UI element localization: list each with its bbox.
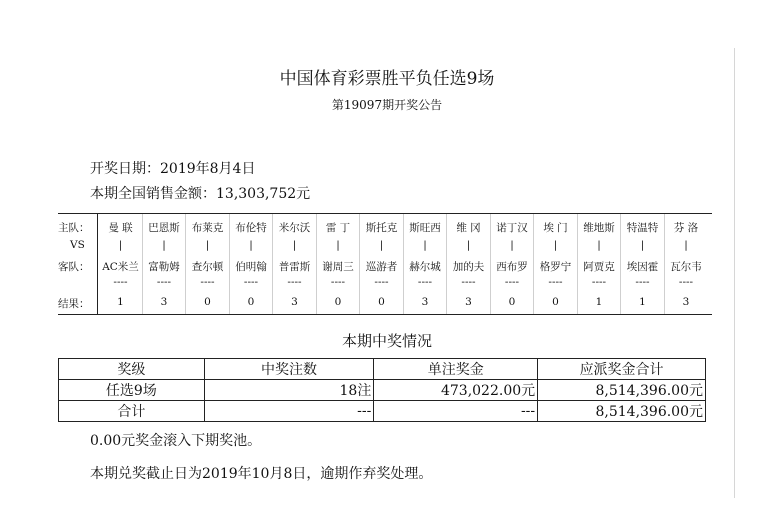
match-away-team: 富勒姆: [148, 261, 180, 273]
match-column: [404, 214, 447, 314]
match-dash: ----: [287, 276, 302, 288]
match-home-team: 斯托克: [365, 222, 398, 234]
match-home-team: 雷 丁: [325, 222, 351, 234]
rollover-note: 0.00元奖金滚入下期奖池。: [90, 433, 262, 449]
column-separator: [403, 214, 404, 314]
match-result: 3: [291, 296, 298, 308]
column-separator: [272, 214, 273, 314]
match-column: [665, 214, 708, 314]
match-dash: ----: [417, 276, 433, 288]
match-home-team: 维 冈: [456, 222, 481, 234]
match-away-team: 瓦尔韦: [670, 261, 702, 273]
match-result: 0: [552, 296, 559, 308]
match-away-team: AC米兰: [102, 261, 139, 273]
match-table: [58, 213, 712, 315]
match-away-team: 伯明翰: [235, 261, 267, 273]
match-column: [186, 214, 229, 314]
match-home-team: 特温特: [626, 222, 659, 234]
match-home-team: 布莱克: [191, 222, 224, 234]
match-result: 3: [160, 296, 168, 308]
match-away-team: 加的夫: [452, 261, 485, 273]
row-level: 任选9场: [59, 380, 205, 401]
match-result: 3: [421, 296, 429, 308]
match-result: 1: [639, 296, 646, 308]
match-column: [317, 214, 360, 314]
match-vs-mark: |: [684, 239, 688, 251]
column-separator: [664, 214, 665, 314]
match-result: 1: [595, 296, 603, 308]
match-column: [99, 214, 142, 314]
match-dash: ----: [243, 276, 259, 288]
match-dash: ----: [156, 276, 172, 288]
match-result: 1: [117, 296, 124, 308]
away-label: 客队：: [58, 261, 90, 273]
match-away-team: 阿贾克: [583, 261, 615, 273]
match-dash: ----: [635, 276, 650, 288]
match-away-team: 普雷斯: [278, 261, 311, 273]
row-total-prize: 8,514,396.00元: [538, 401, 706, 422]
match-vs-mark: |: [597, 239, 601, 251]
column-separator: [446, 214, 447, 314]
match-vs-mark: |: [510, 239, 514, 251]
vs-label: VS: [70, 239, 85, 251]
header-total-prize: 应派奖金合计: [538, 359, 706, 380]
match-away-team: 巡游者: [365, 261, 398, 273]
match-home-team: 维地斯: [583, 222, 615, 234]
prize-header-row: [59, 359, 706, 380]
table-row: [59, 401, 706, 422]
row-unit-prize: 473,022.00元: [374, 380, 538, 401]
match-column: [491, 214, 534, 314]
match-home-team: 米尔沃: [278, 222, 311, 234]
match-vs-mark: |: [466, 239, 471, 251]
row-winners: ---: [204, 401, 374, 422]
table-row: [59, 380, 706, 401]
header-level: 奖级: [59, 359, 205, 380]
deadline-note: 本期兑奖截止日为2019年10月8日，逾期作弃奖处理。: [90, 466, 433, 482]
match-dash: ----: [330, 276, 346, 288]
match-column: [230, 214, 273, 314]
match-away-team: 格罗宁: [539, 261, 572, 273]
column-separator: [490, 214, 491, 314]
match-dash: ----: [374, 276, 389, 288]
match-column: [534, 214, 577, 314]
row-total-prize: 8,514,396.00元: [538, 380, 706, 401]
header-unit-prize: 单注奖金: [374, 359, 538, 380]
row-winners: 18注: [204, 380, 374, 401]
match-home-team: 埃 门: [543, 222, 568, 234]
row-unit-prize: ---: [374, 401, 538, 422]
match-result: 0: [247, 296, 255, 308]
match-dash: ----: [678, 276, 694, 288]
match-vs-mark: |: [379, 239, 384, 251]
match-vs-mark: |: [553, 239, 558, 251]
column-separator: [577, 214, 578, 314]
match-column: [578, 214, 621, 314]
match-home-team: 芬 洛: [673, 222, 699, 234]
match-dash: ----: [504, 276, 520, 288]
match-vs-mark: |: [292, 239, 297, 251]
result-label: 结果：: [58, 298, 90, 310]
match-away-team: 西布罗: [496, 261, 528, 273]
page-subtitle: 第19097期开奖公告: [331, 98, 443, 112]
match-result: 0: [378, 296, 385, 308]
match-column: [447, 214, 490, 314]
page-title: 中国体育彩票胜平负任选9场: [279, 69, 495, 89]
match-column: [273, 214, 316, 314]
match-vs-mark: |: [162, 239, 166, 251]
column-separator: [620, 214, 621, 314]
match-home-team: 巴恩斯: [148, 222, 180, 234]
match-away-team: 查尔顿: [191, 261, 224, 273]
draw-date: 开奖日期：2019年8月4日: [90, 161, 256, 177]
match-away-team: 赫尔城: [409, 261, 441, 273]
match-column: [621, 214, 664, 314]
match-vs-mark: |: [205, 239, 210, 251]
match-dash: ----: [591, 276, 607, 288]
match-home-team: 斯旺西: [409, 222, 441, 234]
match-away-team: 谢周三: [322, 261, 354, 273]
prize-table: [58, 358, 706, 422]
match-dash: ----: [461, 276, 476, 288]
match-vs-mark: |: [423, 239, 427, 251]
sales-amount: 本期全国销售金额：13,303,752元: [90, 186, 311, 202]
match-home-team: 曼 联: [108, 222, 133, 234]
match-vs-mark: |: [249, 239, 253, 251]
column-separator: [533, 214, 534, 314]
match-dash: ----: [113, 276, 128, 288]
match-home-team: 诺丁汉: [496, 222, 528, 234]
match-result: 0: [508, 296, 516, 308]
column-separator: [359, 214, 360, 314]
match-column: [360, 214, 403, 314]
match-column: [143, 214, 186, 314]
home-label: 主队：: [58, 222, 90, 234]
row-level: 合计: [59, 401, 205, 422]
label-separator: [97, 214, 98, 314]
match-result: 0: [204, 296, 211, 308]
column-separator: [142, 214, 143, 314]
match-vs-mark: |: [118, 239, 123, 251]
prize-heading: 本期中奖情况: [341, 332, 432, 350]
column-separator: [229, 214, 230, 314]
column-separator: [316, 214, 317, 314]
match-result: 0: [334, 296, 342, 308]
match-home-team: 布伦特: [235, 222, 267, 234]
match-dash: ----: [200, 276, 215, 288]
header-winners: 中奖注数: [204, 359, 374, 380]
match-dash: ----: [548, 276, 563, 288]
match-result: 3: [465, 296, 472, 308]
column-separator: [185, 214, 186, 314]
match-vs-mark: |: [336, 239, 340, 251]
match-result: 3: [682, 296, 690, 308]
match-away-team: 埃因霍: [626, 261, 659, 273]
page-edge-line: [734, 48, 735, 498]
match-vs-mark: |: [640, 239, 645, 251]
